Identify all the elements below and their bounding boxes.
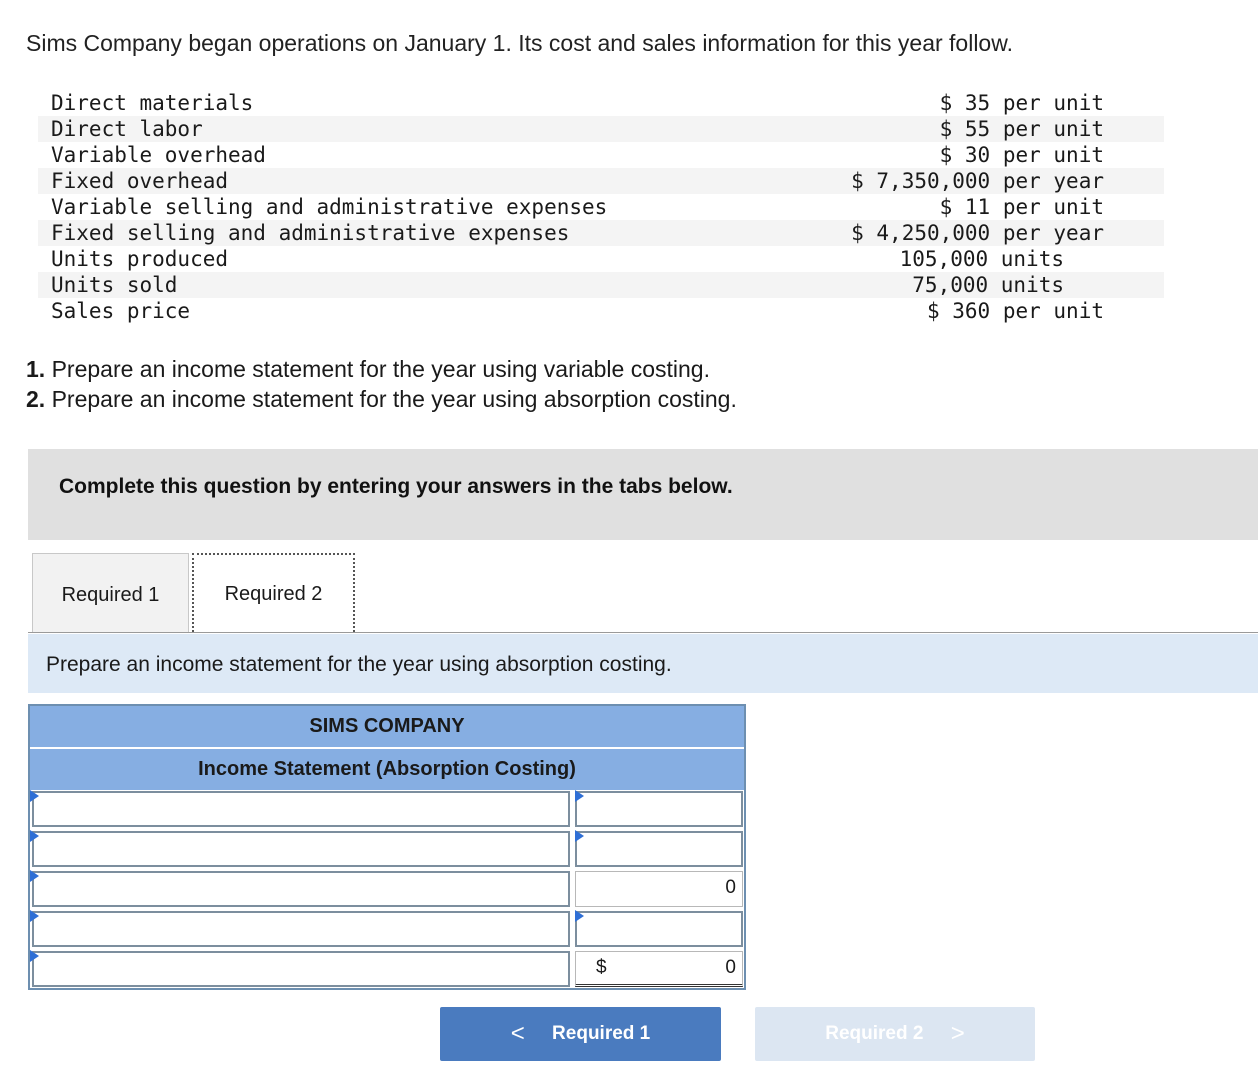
cost-label: Sales price: [51, 299, 191, 323]
cost-row: [38, 116, 1164, 142]
cost-value: $ 360 per unit: [926, 299, 1104, 323]
instruction-text: Prepare an income statement for the year using absorption costing.: [46, 653, 672, 676]
cost-label: Units sold: [51, 273, 178, 297]
question-list: [26, 354, 737, 414]
cost-row: [38, 194, 1164, 220]
statement-amount-input[interactable]: [575, 791, 743, 827]
statement-label-dropdown[interactable]: [32, 871, 570, 907]
cost-data-table: [38, 90, 1164, 324]
income-statement-table: [28, 704, 746, 990]
cost-row: [38, 246, 1164, 272]
cost-label: Units produced: [51, 247, 229, 271]
question-number: 1.: [26, 356, 46, 382]
cost-row: [38, 168, 1164, 194]
statement-row: [30, 910, 744, 950]
input-marker-icon: [575, 790, 584, 802]
cost-row: [38, 142, 1164, 168]
statement-row: [30, 950, 744, 990]
question-text: Prepare an income statement for the year using absorption costing.: [45, 386, 737, 412]
question-text: Prepare an income statement for the year using variable costing.: [45, 356, 710, 382]
statement-amount-input[interactable]: [575, 831, 743, 867]
next-button-label: Required 2: [825, 1023, 924, 1044]
dropdown-marker-icon: [30, 950, 39, 962]
cost-row: [38, 272, 1164, 298]
cost-value: 75,000 units: [912, 273, 1064, 297]
currency-symbol: $: [596, 957, 607, 978]
statement-row: [30, 870, 744, 910]
cost-row: [38, 298, 1164, 324]
statement-row: [30, 830, 744, 870]
tab-required-1[interactable]: Required 1: [32, 553, 189, 632]
banner-text: Complete this question by entering your answers in the tabs below.: [59, 475, 733, 498]
cost-value: $ 4,250,000 per year: [851, 221, 1104, 245]
chevron-left-icon: <: [510, 1020, 525, 1047]
tab-divider: [28, 632, 1258, 633]
cost-label: Variable overhead: [51, 143, 266, 167]
cost-row: [38, 90, 1164, 116]
dropdown-marker-icon: [30, 830, 39, 842]
prev-required-button[interactable]: [440, 1007, 721, 1061]
statement-label-dropdown[interactable]: [32, 831, 570, 867]
dropdown-marker-icon: [30, 790, 39, 802]
cost-value: 105,000 units: [899, 247, 1064, 271]
cost-value: $ 55 per unit: [939, 117, 1104, 141]
input-marker-icon: [575, 910, 584, 922]
statement-title: Income Statement (Absorption Costing): [30, 749, 744, 790]
total-amount: 0: [725, 957, 736, 978]
input-marker-icon: [575, 830, 584, 842]
question-item: [26, 384, 737, 414]
cost-value: $ 7,350,000 per year: [851, 169, 1104, 193]
cost-label: Fixed selling and administrative expenses: [51, 221, 570, 245]
cost-label: Direct materials: [51, 91, 254, 115]
prev-button-label: Required 1: [552, 1023, 651, 1044]
tab-instruction: [28, 634, 1258, 693]
problem-intro: Sims Company began operations on January 1. Its cost and sales information for this year follow.: [26, 30, 1013, 56]
cost-row: [38, 220, 1164, 246]
next-required-button[interactable]: [755, 1007, 1035, 1061]
statement-company-name: SIMS COMPANY: [30, 706, 744, 747]
dropdown-marker-icon: [30, 910, 39, 922]
statement-total-value: [575, 951, 743, 987]
cost-value: $ 30 per unit: [939, 143, 1104, 167]
tab-required-2[interactable]: Required 2: [192, 553, 355, 632]
dropdown-marker-icon: [30, 870, 39, 882]
cost-label: Fixed overhead: [51, 169, 229, 193]
cost-label: Direct labor: [51, 117, 203, 141]
cost-label: Variable selling and administrative expenses: [51, 195, 608, 219]
statement-amount-value: 0: [575, 871, 743, 907]
statement-label-dropdown[interactable]: [32, 911, 570, 947]
statement-row: [30, 790, 744, 830]
statement-amount-input[interactable]: [575, 911, 743, 947]
statement-label-dropdown[interactable]: [32, 951, 570, 987]
instructions-banner: [28, 449, 1258, 540]
question-number: 2.: [26, 386, 46, 412]
chevron-right-icon: >: [950, 1020, 965, 1047]
cost-value: $ 11 per unit: [939, 195, 1104, 219]
statement-label-dropdown[interactable]: [32, 791, 570, 827]
cost-value: $ 35 per unit: [939, 91, 1104, 115]
question-item: [26, 354, 737, 384]
